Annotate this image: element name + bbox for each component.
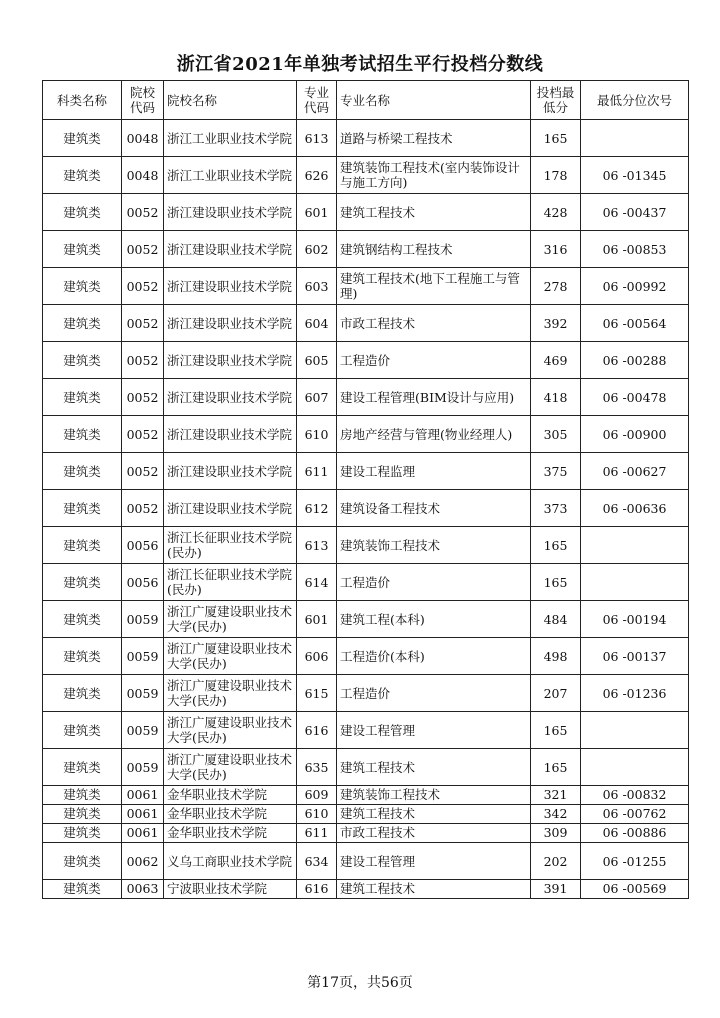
- cell-min-rank: 06 -00288: [581, 342, 689, 379]
- cell-school-code: 0052: [122, 342, 164, 379]
- cell-school-code: 0048: [122, 120, 164, 157]
- cell-min-score: 428: [531, 194, 581, 231]
- cell-category: 建筑类: [43, 601, 122, 638]
- cell-major-code: 611: [297, 824, 337, 843]
- cell-school-name: 义乌工商职业技术学院: [164, 843, 297, 880]
- table-row: [43, 490, 689, 527]
- cell-min-score: 305: [531, 416, 581, 453]
- cell-major-name: 建设工程管理: [337, 712, 531, 749]
- cell-category: 建筑类: [43, 638, 122, 675]
- cell-category: 建筑类: [43, 379, 122, 416]
- table-row: [43, 843, 689, 880]
- cell-major-code: 613: [297, 527, 337, 564]
- header-major-code: 专业代码: [297, 81, 337, 120]
- cell-category: 建筑类: [43, 749, 122, 786]
- table-row: [43, 194, 689, 231]
- cell-school-code: 0052: [122, 194, 164, 231]
- cell-school-code: 0052: [122, 453, 164, 490]
- cell-major-name: 建筑工程(本科): [337, 601, 531, 638]
- cell-major-name: 建设工程管理: [337, 843, 531, 880]
- table-row: [43, 786, 689, 805]
- cell-min-rank: 06 -00992: [581, 268, 689, 305]
- cell-category: 建筑类: [43, 490, 122, 527]
- cell-min-score: 498: [531, 638, 581, 675]
- cell-min-score: 165: [531, 120, 581, 157]
- cell-category: 建筑类: [43, 120, 122, 157]
- cell-school-name: 浙江长征职业技术学院(民办): [164, 527, 297, 564]
- cell-major-name: 建筑设备工程技术: [337, 490, 531, 527]
- cell-major-name: 建筑钢结构工程技术: [337, 231, 531, 268]
- cell-school-code: 0052: [122, 490, 164, 527]
- cell-school-name: 浙江建设职业技术学院: [164, 453, 297, 490]
- cell-school-code: 0061: [122, 786, 164, 805]
- cell-school-code: 0052: [122, 305, 164, 342]
- cell-min-rank: 06 -00194: [581, 601, 689, 638]
- cell-min-rank: 06 -00564: [581, 305, 689, 342]
- cell-min-score: 321: [531, 786, 581, 805]
- cell-category: 建筑类: [43, 527, 122, 564]
- cell-school-name: 浙江工业职业技术学院: [164, 120, 297, 157]
- cell-school-code: 0052: [122, 268, 164, 305]
- cell-school-name: 浙江建设职业技术学院: [164, 342, 297, 379]
- cell-min-rank: 06 -00832: [581, 786, 689, 805]
- cell-major-name: 建筑装饰工程技术: [337, 786, 531, 805]
- cell-min-rank: [581, 527, 689, 564]
- cell-category: 建筑类: [43, 564, 122, 601]
- cell-major-code: 604: [297, 305, 337, 342]
- cell-major-name: 市政工程技术: [337, 305, 531, 342]
- cell-min-rank: 06 -01345: [581, 157, 689, 194]
- cell-category: 建筑类: [43, 416, 122, 453]
- table-row: [43, 601, 689, 638]
- table-row: [43, 712, 689, 749]
- cell-category: 建筑类: [43, 268, 122, 305]
- cell-major-code: 607: [297, 379, 337, 416]
- cell-category: 建筑类: [43, 805, 122, 824]
- cell-category: 建筑类: [43, 305, 122, 342]
- cell-min-rank: 06 -01255: [581, 843, 689, 880]
- table-row: [43, 305, 689, 342]
- cell-min-score: 278: [531, 268, 581, 305]
- cell-major-name: 房地产经营与管理(物业经理人): [337, 416, 531, 453]
- cell-min-score: 418: [531, 379, 581, 416]
- cell-school-name: 浙江建设职业技术学院: [164, 416, 297, 453]
- cell-school-code: 0052: [122, 379, 164, 416]
- cell-major-code: 601: [297, 601, 337, 638]
- cell-min-rank: 06 -00886: [581, 824, 689, 843]
- cell-major-code: 610: [297, 805, 337, 824]
- cell-min-score: 165: [531, 527, 581, 564]
- cell-major-code: 611: [297, 453, 337, 490]
- cell-major-code: 616: [297, 880, 337, 899]
- cell-category: 建筑类: [43, 675, 122, 712]
- cell-min-score: 316: [531, 231, 581, 268]
- cell-min-rank: 06 -00137: [581, 638, 689, 675]
- header-min-rank: 最低分位次号: [581, 81, 689, 120]
- cell-major-name: 市政工程技术: [337, 824, 531, 843]
- cell-school-code: 0062: [122, 843, 164, 880]
- cell-school-name: 金华职业技术学院: [164, 805, 297, 824]
- cell-school-name: 浙江建设职业技术学院: [164, 490, 297, 527]
- cell-min-score: 391: [531, 880, 581, 899]
- cell-min-rank: 06 -00437: [581, 194, 689, 231]
- cell-min-rank: 06 -00569: [581, 880, 689, 899]
- cell-major-code: 613: [297, 120, 337, 157]
- table-row: [43, 527, 689, 564]
- cell-major-code: 609: [297, 786, 337, 805]
- cell-major-name: 建筑工程技术: [337, 805, 531, 824]
- cell-category: 建筑类: [43, 843, 122, 880]
- cell-category: 建筑类: [43, 231, 122, 268]
- header-school-code: 院校代码: [122, 81, 164, 120]
- cell-major-code: 626: [297, 157, 337, 194]
- cell-min-score: 165: [531, 712, 581, 749]
- cell-school-code: 0059: [122, 675, 164, 712]
- cell-min-rank: 06 -01236: [581, 675, 689, 712]
- cell-school-code: 0061: [122, 805, 164, 824]
- cell-major-code: 635: [297, 749, 337, 786]
- cell-major-name: 建筑装饰工程技术: [337, 527, 531, 564]
- cell-school-name: 浙江建设职业技术学院: [164, 379, 297, 416]
- admission-score-table: [42, 80, 689, 899]
- cell-school-code: 0048: [122, 157, 164, 194]
- cell-school-code: 0059: [122, 601, 164, 638]
- cell-school-code: 0059: [122, 638, 164, 675]
- cell-school-code: 0063: [122, 880, 164, 899]
- table-row: [43, 675, 689, 712]
- cell-major-code: 634: [297, 843, 337, 880]
- cell-min-rank: [581, 712, 689, 749]
- cell-major-code: 605: [297, 342, 337, 379]
- cell-major-name: 建筑工程技术: [337, 749, 531, 786]
- cell-major-code: 616: [297, 712, 337, 749]
- cell-school-name: 浙江广厦建设职业技术大学(民办): [164, 749, 297, 786]
- cell-school-code: 0052: [122, 231, 164, 268]
- cell-min-rank: 06 -00478: [581, 379, 689, 416]
- page-footer: 第17页，共56页: [307, 975, 413, 991]
- header-major-name: 专业名称: [337, 81, 531, 120]
- cell-major-code: 610: [297, 416, 337, 453]
- cell-major-name: 建筑工程技术: [337, 194, 531, 231]
- cell-school-code: 0061: [122, 824, 164, 843]
- table-row: [43, 157, 689, 194]
- table-row: [43, 231, 689, 268]
- table-row: [43, 268, 689, 305]
- cell-major-name: 建设工程管理(BIM设计与应用): [337, 379, 531, 416]
- cell-category: 建筑类: [43, 342, 122, 379]
- cell-min-rank: 06 -00636: [581, 490, 689, 527]
- cell-min-rank: [581, 749, 689, 786]
- cell-major-name: 工程造价: [337, 564, 531, 601]
- cell-major-code: 601: [297, 194, 337, 231]
- table-row: [43, 379, 689, 416]
- cell-min-rank: 06 -00762: [581, 805, 689, 824]
- cell-school-name: 浙江广厦建设职业技术大学(民办): [164, 638, 297, 675]
- cell-category: 建筑类: [43, 453, 122, 490]
- cell-category: 建筑类: [43, 880, 122, 899]
- cell-major-code: 614: [297, 564, 337, 601]
- cell-school-code: 0056: [122, 527, 164, 564]
- cell-school-code: 0059: [122, 749, 164, 786]
- table-row: [43, 453, 689, 490]
- table-row: [43, 824, 689, 843]
- cell-major-code: 612: [297, 490, 337, 527]
- table-row: [43, 564, 689, 601]
- cell-school-name: 浙江建设职业技术学院: [164, 231, 297, 268]
- cell-school-name: 浙江广厦建设职业技术大学(民办): [164, 601, 297, 638]
- cell-school-name: 金华职业技术学院: [164, 824, 297, 843]
- page-title: 浙江省2021年单独考试招生平行投档分数线: [176, 54, 544, 75]
- cell-school-code: 0059: [122, 712, 164, 749]
- cell-school-name: 浙江广厦建设职业技术大学(民办): [164, 712, 297, 749]
- cell-major-code: 603: [297, 268, 337, 305]
- cell-min-rank: 06 -00900: [581, 416, 689, 453]
- cell-min-score: 392: [531, 305, 581, 342]
- cell-major-name: 道路与桥梁工程技术: [337, 120, 531, 157]
- cell-major-name: 建筑装饰工程技术(室内装饰设计与施工方向): [337, 157, 531, 194]
- cell-min-score: 375: [531, 453, 581, 490]
- cell-major-code: 615: [297, 675, 337, 712]
- cell-school-code: 0056: [122, 564, 164, 601]
- table-row: [43, 749, 689, 786]
- cell-min-score: 469: [531, 342, 581, 379]
- cell-min-rank: [581, 120, 689, 157]
- cell-major-name: 工程造价(本科): [337, 638, 531, 675]
- cell-major-name: 工程造价: [337, 342, 531, 379]
- cell-min-score: 165: [531, 749, 581, 786]
- cell-min-rank: 06 -00853: [581, 231, 689, 268]
- cell-school-name: 浙江广厦建设职业技术大学(民办): [164, 675, 297, 712]
- table-row: [43, 805, 689, 824]
- cell-major-name: 建筑工程技术(地下工程施工与管理): [337, 268, 531, 305]
- cell-school-name: 浙江建设职业技术学院: [164, 305, 297, 342]
- cell-min-score: 342: [531, 805, 581, 824]
- table-row: [43, 880, 689, 899]
- cell-min-score: 178: [531, 157, 581, 194]
- cell-major-code: 606: [297, 638, 337, 675]
- cell-major-name: 建筑工程技术: [337, 880, 531, 899]
- cell-category: 建筑类: [43, 712, 122, 749]
- cell-min-score: 373: [531, 490, 581, 527]
- cell-min-score: 165: [531, 564, 581, 601]
- cell-min-rank: 06 -00627: [581, 453, 689, 490]
- cell-category: 建筑类: [43, 194, 122, 231]
- cell-school-name: 浙江工业职业技术学院: [164, 157, 297, 194]
- table-header-row: [43, 81, 689, 120]
- cell-school-code: 0052: [122, 416, 164, 453]
- cell-school-name: 宁波职业技术学院: [164, 880, 297, 899]
- table-row: [43, 120, 689, 157]
- cell-category: 建筑类: [43, 157, 122, 194]
- cell-min-score: 309: [531, 824, 581, 843]
- cell-school-name: 浙江长征职业技术学院(民办): [164, 564, 297, 601]
- cell-min-score: 484: [531, 601, 581, 638]
- cell-school-name: 浙江建设职业技术学院: [164, 194, 297, 231]
- cell-major-name: 建设工程监理: [337, 453, 531, 490]
- table-row: [43, 638, 689, 675]
- cell-major-code: 602: [297, 231, 337, 268]
- cell-school-name: 金华职业技术学院: [164, 786, 297, 805]
- cell-min-rank: [581, 564, 689, 601]
- cell-category: 建筑类: [43, 824, 122, 843]
- cell-major-name: 工程造价: [337, 675, 531, 712]
- cell-min-score: 207: [531, 675, 581, 712]
- table-row: [43, 342, 689, 379]
- table-row: [43, 416, 689, 453]
- header-min-score: 投档最低分: [531, 81, 581, 120]
- cell-category: 建筑类: [43, 786, 122, 805]
- header-category: 科类名称: [43, 81, 122, 120]
- cell-school-name: 浙江建设职业技术学院: [164, 268, 297, 305]
- cell-min-score: 202: [531, 843, 581, 880]
- header-school-name: 院校名称: [164, 81, 297, 120]
